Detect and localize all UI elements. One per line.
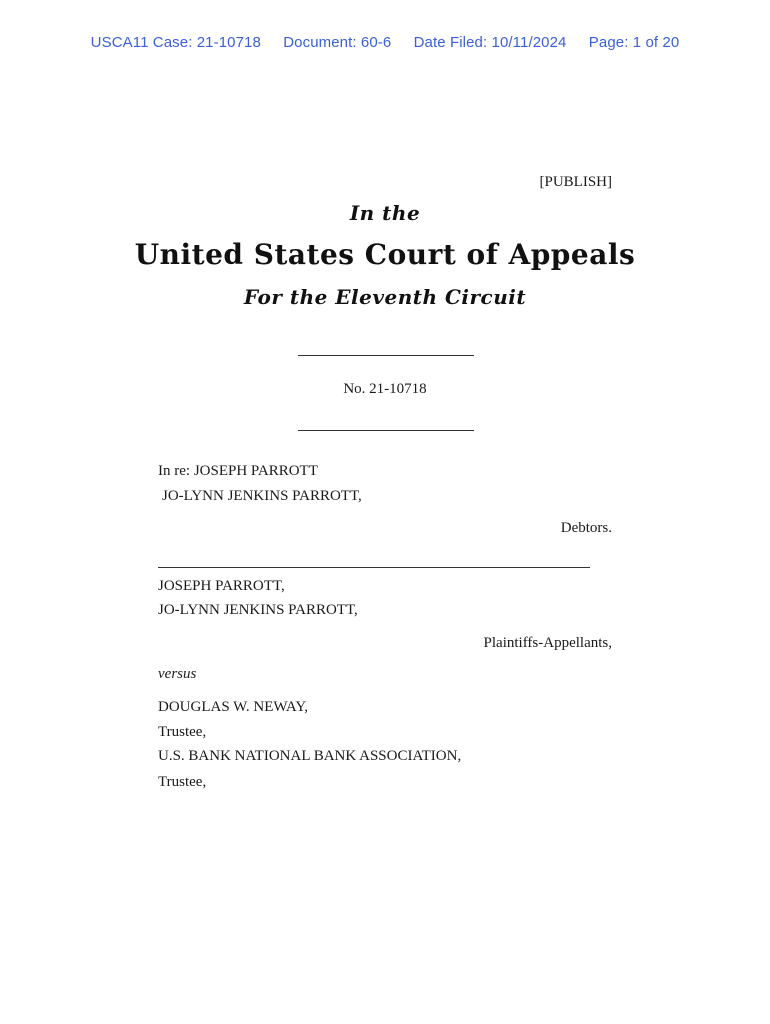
stamp-case: USCA11 Case: 21-10718 — [90, 34, 261, 51]
stamp-page: Page: 1 of 20 — [588, 34, 680, 51]
debtors-role: Debtors. — [560, 520, 612, 536]
divider-rule-top — [298, 355, 474, 356]
debtor-line-2: JO-LYNN JENKINS PARROTT, — [162, 488, 362, 504]
court-heading-in-the: In the — [349, 201, 421, 225]
stamp-document: Document: 60-6 — [283, 34, 392, 51]
divider-rule-bottom — [298, 430, 474, 431]
filing-header-stamp — [0, 34, 770, 51]
stamp-date-filed: Date Filed: 10/11/2024 — [413, 34, 567, 51]
appellee-line-2: Trustee, — [158, 724, 207, 740]
publish-tag: [PUBLISH] — [539, 174, 612, 190]
appellants-role: Plaintiffs-Appellants, — [483, 635, 612, 651]
appellant-line-2: JO-LYNN JENKINS PARROTT, — [158, 602, 358, 618]
appellant-line-1: JOSEPH PARROTT, — [158, 578, 285, 594]
versus-label: versus — [158, 666, 197, 682]
court-heading-circuit: For the Eleventh Circuit — [243, 285, 527, 309]
debtor-line-1: In re: JOSEPH PARROTT — [158, 463, 318, 479]
appellee-line-1: DOUGLAS W. NEWAY, — [158, 699, 309, 715]
appellee-line-3: U.S. BANK NATIONAL BANK ASSOCIATION, — [158, 748, 462, 764]
case-number: No. 21-10718 — [343, 381, 427, 397]
caption-divider-rule — [158, 567, 590, 568]
court-heading-name: United States Court of Appeals — [134, 238, 636, 271]
appellee-line-4: Trustee, — [158, 774, 207, 790]
